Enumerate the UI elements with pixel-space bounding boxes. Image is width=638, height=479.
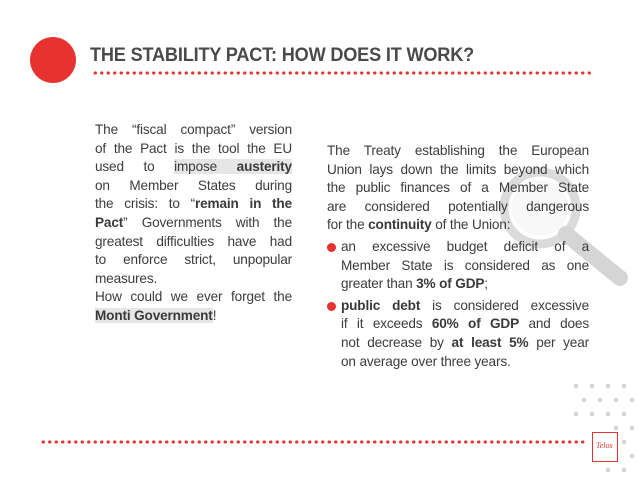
right-line: if it exceeds 60% of GDP and does [341, 316, 589, 332]
highlight-impose: impose austerity [174, 159, 292, 175]
logo-text: Telos [596, 441, 613, 450]
right-line: public debt is considered excessive [341, 297, 589, 313]
footer-dotted-rule [40, 440, 586, 444]
telos-logo [592, 432, 618, 462]
left-line: greatest difficulties have had [95, 233, 292, 249]
left-line: on Member States during [95, 177, 292, 193]
slide-title: THE STABILITY PACT: HOW DOES IT WORK? [90, 44, 475, 66]
right-line: greater than 3% of GDP; [341, 276, 488, 292]
title-dotted-rule [92, 71, 592, 75]
right-line: on average over three years. [341, 353, 511, 369]
right-line: Member State is considered as one [341, 257, 589, 273]
right-line: The Treaty establishing the European [327, 143, 589, 158]
right-line: not decrease by at least 5% per year [341, 334, 590, 350]
right-line: the public finances of a Member State [327, 180, 589, 196]
right-line: for the continuity of the Union: [327, 217, 511, 233]
bullet-dot [327, 243, 336, 252]
left-line: of the Pact is the tool the EU [95, 140, 292, 156]
bullet-deficit [327, 238, 589, 294]
bullet-dot [327, 302, 336, 311]
left-line: How could we ever forget the [95, 289, 292, 305]
right-line: an excessive budget deficit of a [341, 238, 589, 254]
left-line: The “fiscal compact” version [95, 122, 292, 137]
right-line: Union lays down the limits beyond which [327, 161, 589, 177]
dot-grid-decoration [566, 380, 638, 479]
right-text-block [327, 142, 589, 371]
left-line: measures. [95, 270, 158, 286]
right-line: are considered potentially dangerous [327, 198, 589, 214]
highlight-monti: Monti Government [95, 307, 213, 323]
bullet-debt [327, 297, 589, 371]
left-line: to enforce strict, unpopular [95, 252, 292, 268]
left-text-block [95, 121, 292, 326]
left-line: Monti Government! [95, 307, 217, 323]
left-line: the crisis: to “remain in the [95, 196, 292, 212]
title-circle-decoration [30, 37, 76, 83]
left-line: Pact” Governments with the [95, 214, 292, 230]
left-line: used to impose austerity [95, 159, 292, 175]
